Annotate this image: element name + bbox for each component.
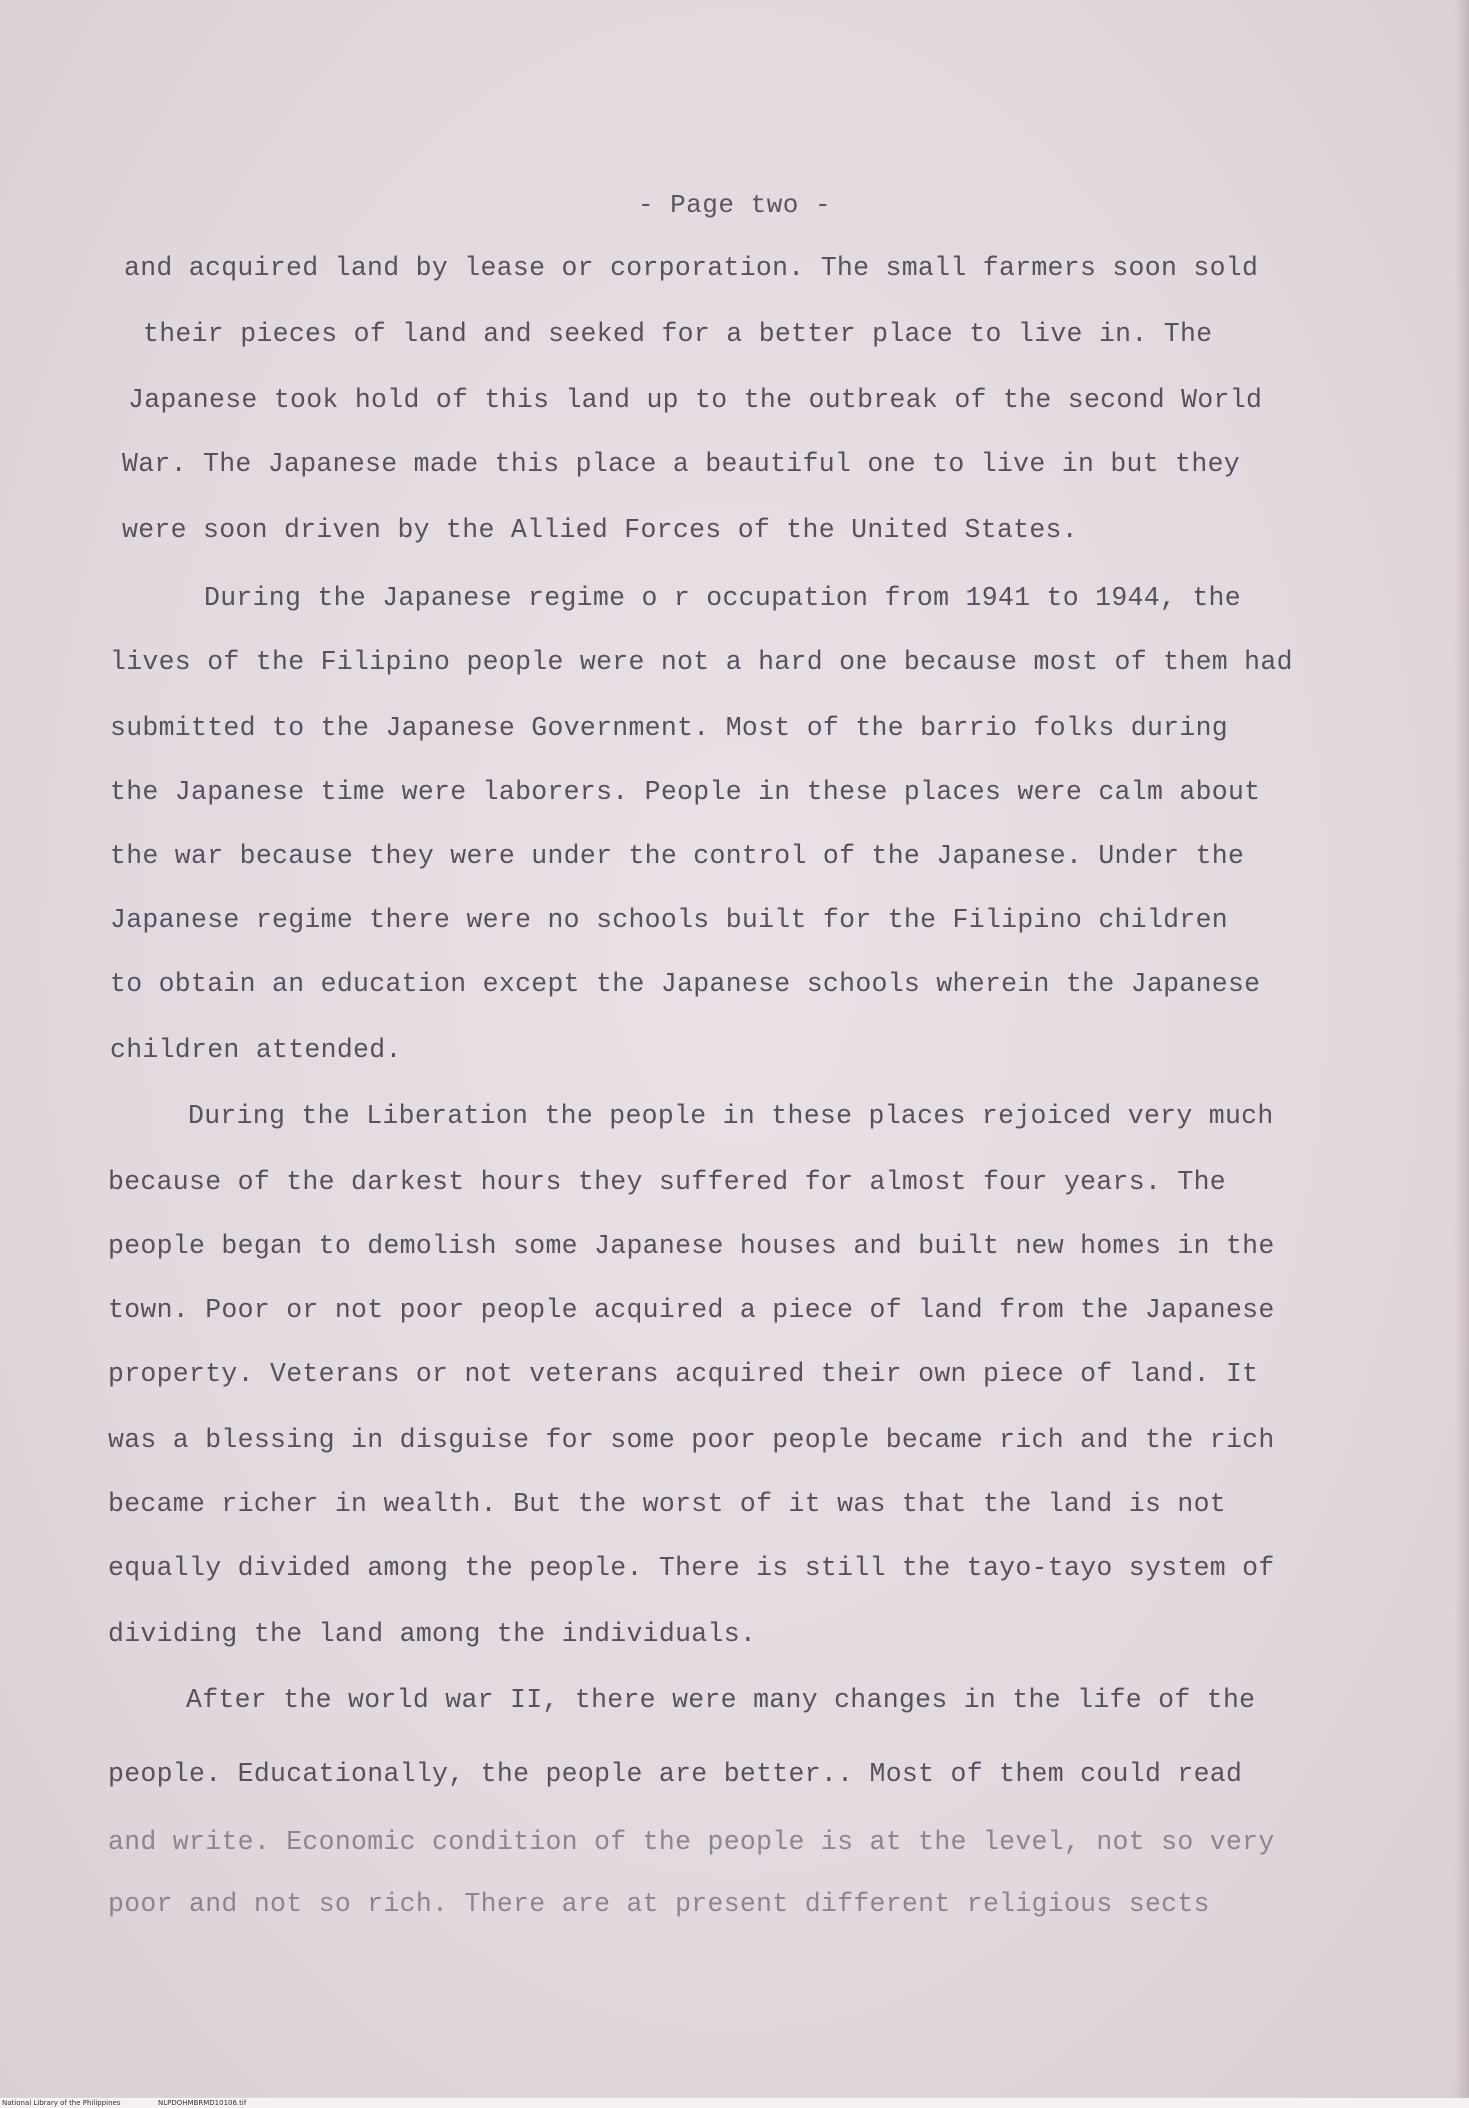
- page-header: - Page two -: [637, 190, 832, 220]
- text-line: dividing the land among the individuals.: [108, 1619, 757, 1649]
- text-line: children attended.: [110, 1035, 402, 1065]
- footer-source: National Library of the Philippines: [2, 2099, 121, 2107]
- text-line: and write. Economic condition of the people is at the level, not so very: [108, 1827, 1275, 1857]
- text-line: poor and not so rich. There are at present different religious sects: [108, 1889, 1210, 1919]
- text-line: equally divided among the people. There is still the tayo-tayo system of: [108, 1553, 1275, 1583]
- text-line: War. The Japanese made this place a beautiful one to live in but they: [122, 449, 1240, 479]
- text-line: the Japanese time were laborers. People in these places were calm about: [110, 777, 1261, 807]
- text-line: their pieces of land and seeked for a better place to live in. The: [143, 319, 1213, 349]
- text-line: were soon driven by the Allied Forces of the United States.: [122, 515, 1078, 545]
- text-line: and acquired land by lease or corporation. The small farmers soon sold: [124, 253, 1259, 283]
- text-line: property. Veterans or not veterans acquired their own piece of land. It: [108, 1359, 1259, 1389]
- text-line: During the Japanese regime o r occupation from 1941 to 1944, the: [204, 583, 1241, 613]
- text-line: because of the darkest hours they suffered for almost four years. The: [108, 1167, 1226, 1197]
- text-line: After the world war II, there were many changes in the life of the: [186, 1685, 1256, 1715]
- text-line: submitted to the Japanese Government. Most of the barrio folks during: [110, 713, 1228, 743]
- text-line: town. Poor or not poor people acquired a piece of land from the Japanese: [108, 1295, 1275, 1325]
- text-line: was a blessing in disguise for some poor people became rich and the rich: [108, 1425, 1275, 1455]
- text-line: became richer in wealth. But the worst of it was that the land is not: [108, 1489, 1226, 1519]
- footer-filename: NLPDOHMBRMD10106.tif: [158, 2099, 247, 2107]
- text-line: to obtain an education except the Japanese schools wherein the Japanese: [110, 969, 1261, 999]
- scan-footer: [0, 2098, 1469, 2108]
- text-line: lives of the Filipino people were not a hard one because most of them had: [110, 647, 1293, 677]
- text-line: the war because they were under the control of the Japanese. Under the: [110, 841, 1245, 871]
- text-line: people. Educationally, the people are better.. Most of them could read: [108, 1759, 1243, 1789]
- text-line: people began to demolish some Japanese houses and built new homes in the: [108, 1231, 1275, 1261]
- text-line: Japanese took hold of this land up to the outbreak of the second World: [128, 385, 1263, 415]
- text-line: Japanese regime there were no schools built for the Filipino children: [110, 905, 1228, 935]
- text-line: During the Liberation the people in these places rejoiced very much: [188, 1101, 1274, 1131]
